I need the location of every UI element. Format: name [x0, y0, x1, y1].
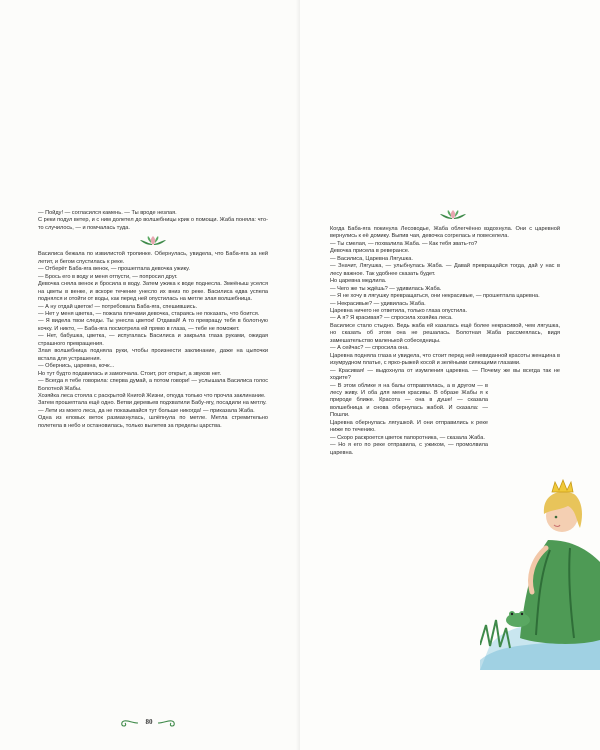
paragraph: — Красивая! — выдохнула от изумления царевна. — Почему же вы всегда так не ходите? [330, 367, 560, 382]
paragraph: — А я? Я красивая? — спросила хозяйка леса. [330, 315, 453, 322]
left-swirl-icon [118, 718, 140, 728]
page-number: 80 [145, 718, 153, 726]
paragraph: — Лети из моего леса, да не показывайся тут больше никогда! — приказала Жаба. [38, 407, 255, 414]
paragraph: — Всегда я тебе говорила: сперва думай, а потом говори! — услышала Василиса голос Болотной Жабы. [38, 378, 268, 392]
paragraph: Когда Баба-яга покинула Лесоводье, Жаба облегчённо вздохнула. Они с царевной вернулись к её домику. Выпив чая, девочка согрелась и повеселела. [330, 226, 560, 240]
paragraph: Одна из еловых веток размахнулась, шлёпнула по метле. Метла стремительно полетела в небо и остановилась, только вылетев за пределы царства. [38, 415, 268, 429]
paragraph: — Ты смелая, — похвалила Жаба. — Как тебя звать-то? [330, 240, 478, 247]
paragraph: — Брось его в воду и меня отпусти, — попросил друг. [38, 273, 178, 280]
paragraph: — Нет у меня цветка, — пожала плечами девочка, стараясь не показать, что боится. [38, 310, 260, 317]
paragraph: Царевна подняла глаза и увидела, что стоит перед ней невиданной красоты женщина в изумрудном платье, с ярко-рыжей косой и зелёными сияющими глазами. [330, 352, 560, 367]
paragraph: — Я не хочу в лягушку превращаться, они некрасивые, — прошептала царевна. [330, 293, 540, 300]
paragraph: Но тут будто подавилась и замолчала. Стоит, рот открыт, а звуков нет. [38, 370, 222, 377]
left-text-column [38, 210, 268, 430]
paragraph: — Отберёт Баба-яга венок, — прошептала девочка ужику. [38, 266, 190, 273]
paragraph: Василиса бежала по извилистой тропинке. Обернулась, увидела, что Баба-яга за ней летит, и бегом спустилась к реке. [38, 251, 268, 265]
paragraph: Но царевна медлила. [330, 278, 387, 285]
paragraph: — Я видела твои следы. Ты унесла цветок! Отдавай! А то превращу тебя в болотную кочку. И никто, — Баба-яга посмотрела ей прямо в глаза, — тебе не поможет. [38, 318, 268, 332]
paragraph: — Пойду! — согласился камень. — Ты вроде незлая. [38, 210, 177, 216]
paragraph: Злая волшебница подняла руки, чтобы произнести заклинание, даже на цыпочки встала для устрашения. [38, 348, 268, 362]
paragraph: Девочка присела в реверансе. [330, 248, 410, 255]
paragraph: — Нет, бабушка, цветка, — испугалась Василиса и закрыла глаза руками, ожидая страшного превращения. [38, 333, 268, 347]
paragraph: — Чего же ты ждёшь? — удивилась Жаба. [330, 285, 442, 292]
paragraph: Царевна ничего не ответила, только глаза опустила. [330, 307, 468, 314]
right-text-column [330, 226, 560, 457]
frog-princess-illustration [480, 470, 600, 670]
paragraph: Царевна обернулась лягушкой. И они отправились к реке ниже по течению. [330, 419, 488, 434]
paragraph: — А сейчас? — спросила она. [330, 345, 409, 352]
paragraph: — А ну отдай цветок! — потребовала Баба-яга, спешившись. [38, 303, 198, 310]
paragraph: — Некрасивые? — удивилась Жаба. [330, 300, 426, 307]
paragraph: — В этом облике я на балы отправлялась, а в другом — в лесу живу. И оба для меня красивы. В образе Жабы я к природе ближе. Красота — она в душе! — сказала волшебница и снова обернулась жабой. И сказала: — Пошли. [330, 382, 488, 419]
leaf-ornament-icon [438, 208, 468, 220]
right-swirl-icon [156, 718, 178, 728]
paragraph: — Но я его по реке отправила, с ужиком, — промолвила царевна. [330, 442, 488, 456]
page-folio [118, 716, 178, 730]
paragraph: — Значит, Лягушка, — улыбнулась Жаба. — Давай превращайся тогда, дай у нас в лесу важное. Так удобнее сказать будет. [330, 263, 560, 277]
paragraph: Хозяйка леса стояла с раскрытой Книгой Жизни, откуда только что прочла заклинание. [38, 392, 266, 399]
paragraph: — Обернись, царевна, кочк... [38, 363, 115, 370]
paragraph: С реки подул ветер, и с ним долетел до волшебницы крик о помощи. Жаба поняла: что- то случилось, — и помчалась туда. [38, 217, 268, 231]
paragraph: Девочка сняла венок и бросила в воду. Затем ужика к воде поднесла. Змеёныш уселся на цветы в венке, и вскоре течение унесло их вниз по реке. Василиса едва успела поднялся и отойти от воды, как перед ней опустилась на метле злая волшебница. [38, 281, 268, 303]
paragraph: — Скоро раскроется цветок папоротника, — сказала Жаба. [330, 434, 485, 441]
paragraph: — Василиса, Царевна Лягушка. [330, 255, 413, 262]
paragraph: Василисе стало стыдно. Ведь жаба ей казалась ещё более некрасивой, чем лягушка, но сказать об этом она не решалась. Болотная Жаба рассмеялась, видя замешательство маленькой собеседницы. [330, 322, 560, 344]
leaf-ornament-icon [138, 234, 168, 246]
paragraph: Затем прошептала ещё одно. Ветви деревьев подхватили Бабу-ягу, посадили на метлу. [38, 400, 267, 407]
